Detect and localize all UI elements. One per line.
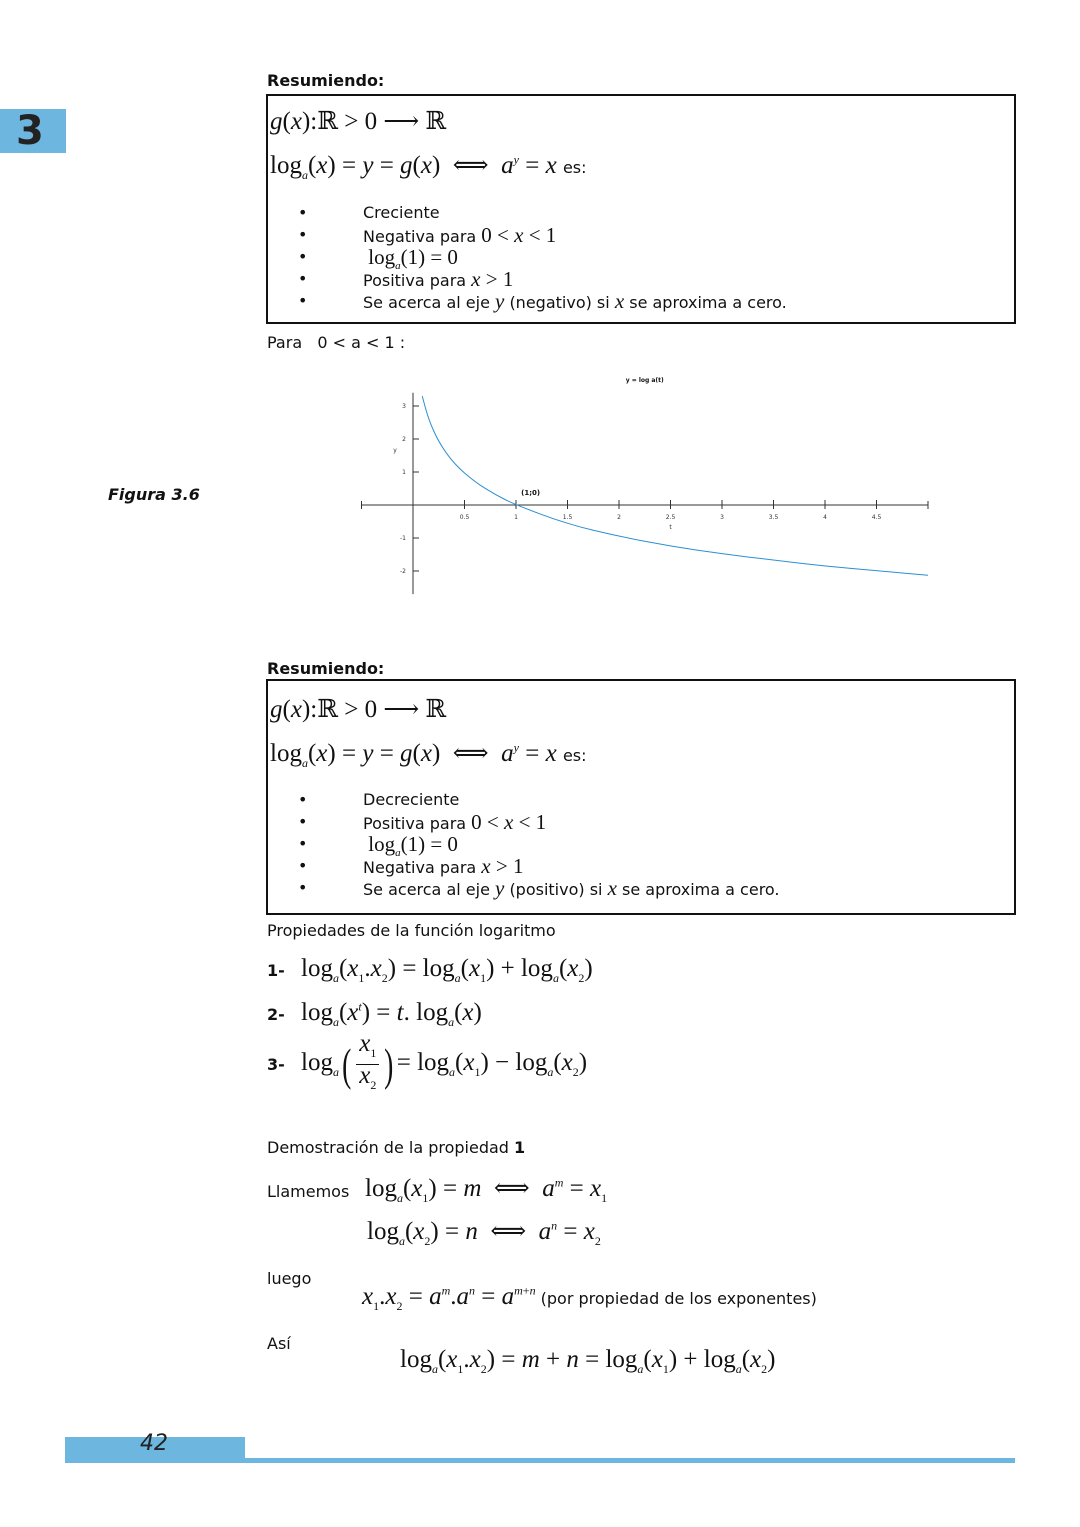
x-tick-label: 4 bbox=[823, 514, 827, 521]
chart-title: y = log a(t) bbox=[625, 377, 664, 384]
x-tick-label: 3 bbox=[720, 514, 724, 521]
property-2: 2- $\log_a(x^t) = t$. $\log_a(x)$ bbox=[267, 999, 482, 1029]
chapter-tab: 3 bbox=[0, 109, 66, 153]
footer-line bbox=[245, 1458, 1015, 1463]
es-label: es: bbox=[562, 746, 587, 765]
x-tick-label: 3.5 bbox=[768, 514, 779, 521]
demo-eq-3: $x_1.x_2 = a^m.a^n = a^{m+n}$ (por propiedad de los exponentes) bbox=[362, 1283, 817, 1313]
x-tick-label: 2.5 bbox=[665, 514, 676, 521]
y-tick-label: 1 bbox=[402, 469, 406, 476]
exponent-note: (por propiedad de los exponentes) bbox=[540, 1289, 817, 1308]
y-tick-label: 2 bbox=[402, 436, 406, 443]
summary-heading-2: Resumiendo: bbox=[267, 659, 385, 678]
demo-title: Demostración de la propiedad 1 bbox=[267, 1138, 526, 1157]
es-label: es: bbox=[562, 158, 587, 177]
point-annotation: (1;0) bbox=[521, 489, 541, 497]
y-tick-label: -1 bbox=[400, 535, 406, 542]
demo-eq-1: $\log_a(x_1) = m$ ⟺ $a^m = x_1$ bbox=[365, 1175, 608, 1205]
para-condition: 0 < a < 1 : bbox=[317, 333, 406, 352]
summary-box-1 bbox=[266, 94, 1016, 324]
properties-list-2: • Decreciente • Positiva para 0 < x < 1 • $\log_a(1) = 0$ • Negativa para x > 1 • Se acerca al eje y (positivo) si x se aproxima a cero. bbox=[298, 790, 780, 900]
x-tick-label: 1.5 bbox=[562, 514, 573, 521]
x-tick-label: 2 bbox=[617, 514, 621, 521]
series-line bbox=[422, 396, 928, 575]
function-definition: g(x):ℝ > 0 ⟶ ℝ bbox=[270, 696, 447, 723]
luego-label: luego bbox=[267, 1269, 312, 1288]
x-tick-label: 0.5 bbox=[459, 514, 470, 521]
property-1: 1- $\log_a(x_1.x_2) = \log_a(x_1) + \log_a(x_2)$ bbox=[267, 955, 593, 985]
log-equivalence: $\log_a(x) = y = g(x)$ ⟺ $a^y = x$ es: bbox=[270, 152, 587, 182]
x-tick-label: 1 bbox=[514, 514, 518, 521]
llamemos-label: Llamemos bbox=[267, 1182, 350, 1201]
para-label: Para 0 < a < 1 : bbox=[267, 333, 406, 352]
summary-box-2 bbox=[266, 679, 1016, 915]
asi-label: Así bbox=[267, 1334, 291, 1353]
y-tick-label: 3 bbox=[402, 403, 406, 410]
demo-eq-2: $\log_a(x_2) = n$ ⟺ $a^n = x_2$ bbox=[367, 1218, 601, 1248]
properties-title: Propiedades de la función logaritmo bbox=[267, 921, 556, 940]
function-definition: g(x):ℝ > 0 ⟶ ℝ bbox=[270, 108, 447, 135]
x-axis-label: t bbox=[669, 524, 672, 531]
properties-list-1: • Creciente • Negativa para 0 < x < 1 • $\log_a(1) = 0$ • Positiva para x > 1 • Se acerca al eje y (negativo) si x se aproxima a cero. bbox=[298, 203, 787, 313]
log-equivalence: $\log_a(x) = y = g(x)$ ⟺ $a^y = x$ es: bbox=[270, 740, 587, 770]
demo-conclusion: $\log_a(x_1.x_2) = m + n = \log_a(x_1) + \log_a(x_2)$ bbox=[400, 1346, 776, 1376]
y-tick-label: -2 bbox=[400, 568, 406, 575]
figure-caption: Figura 3.6 bbox=[108, 485, 200, 504]
summary-heading-1: Resumiendo: bbox=[267, 71, 385, 90]
x-tick-label: 4.5 bbox=[871, 514, 882, 521]
y-axis-label: y bbox=[393, 447, 397, 455]
property-3: 3- $\log_a$( $\frac{x_1}{x_2}$ ) = $\log_a(x_1) - \log_a(x_2)$ bbox=[267, 1030, 588, 1092]
page-number: 42 bbox=[140, 1431, 168, 1456]
log-chart bbox=[350, 370, 940, 605]
